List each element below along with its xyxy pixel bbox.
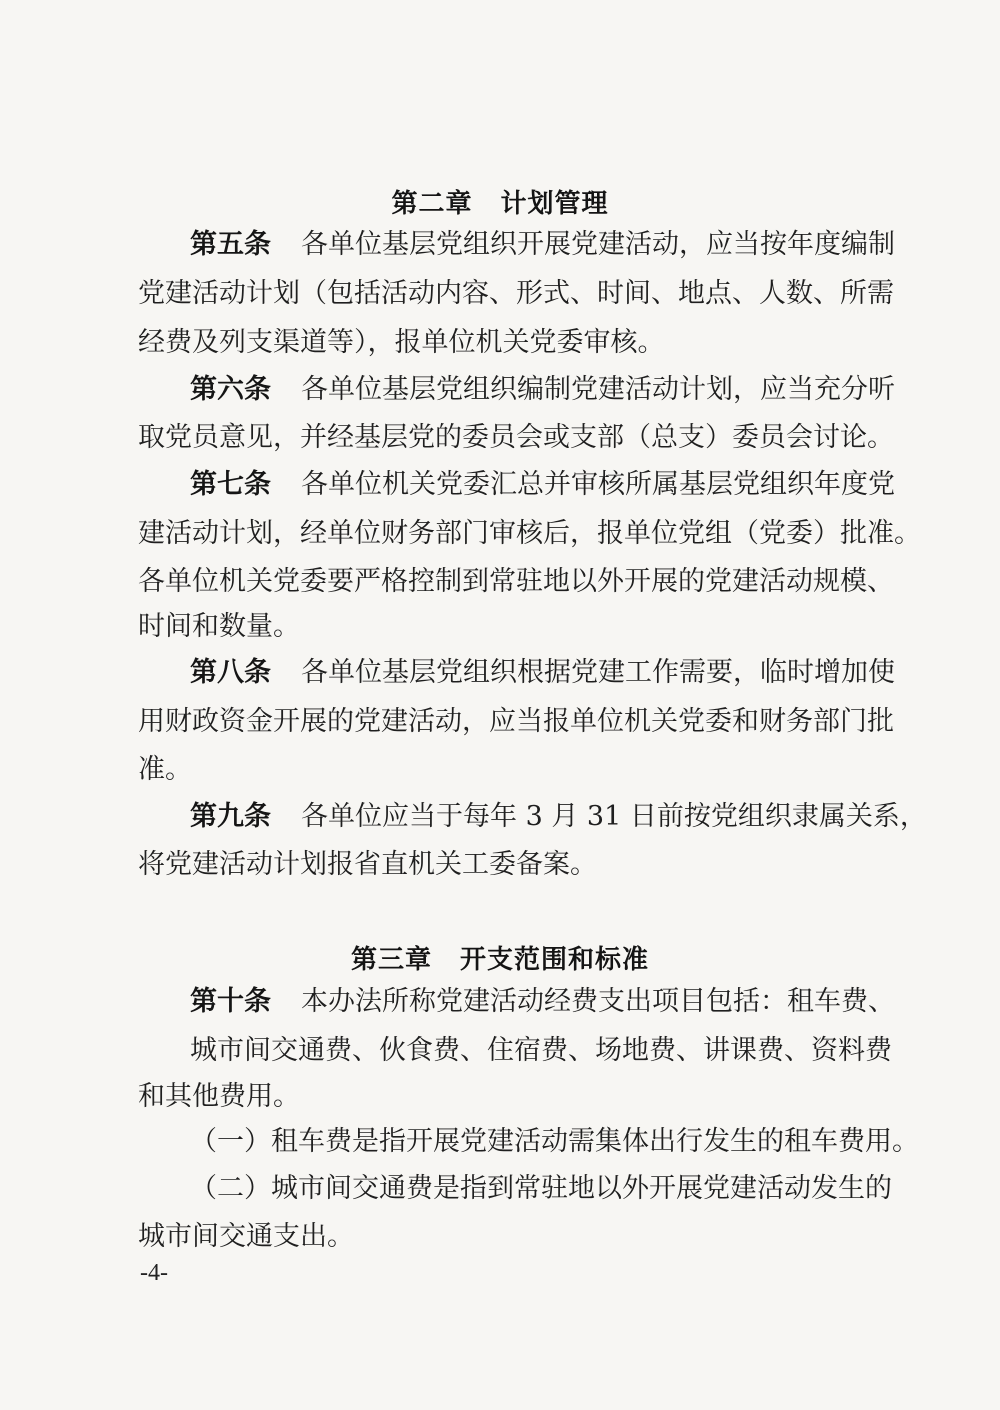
item-2-line-1: （二）城市间交通费是指到常驻地以外开展党建活动发生的 [190,1173,892,1204]
article-8-line-1 [190,655,895,691]
article-label: 第十条 [190,986,271,1017]
article-7-line-1 [190,467,895,503]
article-6-line-1 [190,372,895,408]
item-1-line-1: （一）租车费是指开展党建活动需集体出行发生的租车费用。 [190,1126,919,1157]
article-10-line-1 [190,984,895,1020]
article-text: 各单位机关党委汇总并审核所属基层党组织年度党 [301,469,895,500]
article-label: 第七条 [190,469,271,500]
article-9-line-1 [190,799,927,835]
article-5-line-2: 党建活动计划（包括活动内容、形式、时间、地点、人数、所需 [138,278,894,309]
article-text: 各单位基层党组织根据党建工作需要，临时增加使 [301,657,895,688]
article-7-line-3: 各单位机关党委要严格控制到常驻地以外开展的党建活动规模、 [138,566,894,597]
article-text: 各单位基层党组织开展党建活动，应当按年度编制 [301,229,895,260]
article-7-line-4: 时间和数量。 [138,611,300,642]
article-9-line-2: 将党建活动计划报省直机关工委备案。 [138,849,597,880]
article-6-line-2: 取党员意见，并经基层党的委员会或支部（总支）委员会讨论。 [138,422,894,453]
article-label: 第九条 [190,801,271,832]
chapter-title: 开支范围和标准 [460,945,650,975]
article-label: 第六条 [190,374,271,405]
chapter-title: 计划管理 [500,189,609,219]
chapter-number: 第二章 [391,189,473,219]
article-10-line-3: 和其他费用。 [138,1081,300,1112]
article-text: 各单位基层党组织编制党建活动计划，应当充分听 [301,374,895,405]
chapter-number: 第三章 [350,945,432,975]
item-2-line-2: 城市间交通支出。 [138,1221,354,1252]
article-label: 第五条 [190,229,271,260]
article-7-line-2: 建活动计划，经单位财务部门审核后，报单位党组（党委）批准。 [138,518,921,549]
article-8-line-3: 准。 [138,754,192,785]
article-text: 本办法所称党建活动经费支出项目包括：租车费、 [301,986,895,1017]
article-5-line-1 [190,227,895,263]
article-8-line-2: 用财政资金开展的党建活动，应当报单位机关党委和财务部门批 [138,706,894,737]
page-number: -4- [140,1260,168,1286]
article-10-line-2: 城市间交通费、伙食费、住宿费、场地费、讲课费、资料费 [190,1035,892,1066]
article-label: 第八条 [190,657,271,688]
chapter-heading [0,939,1000,976]
chapter-heading [0,183,1000,220]
article-5-line-3: 经费及列支渠道等），报单位机关党委审核。 [138,327,665,358]
article-text: 各单位应当于每年 3 月 31 日前按党组织隶属关系， [301,801,927,832]
